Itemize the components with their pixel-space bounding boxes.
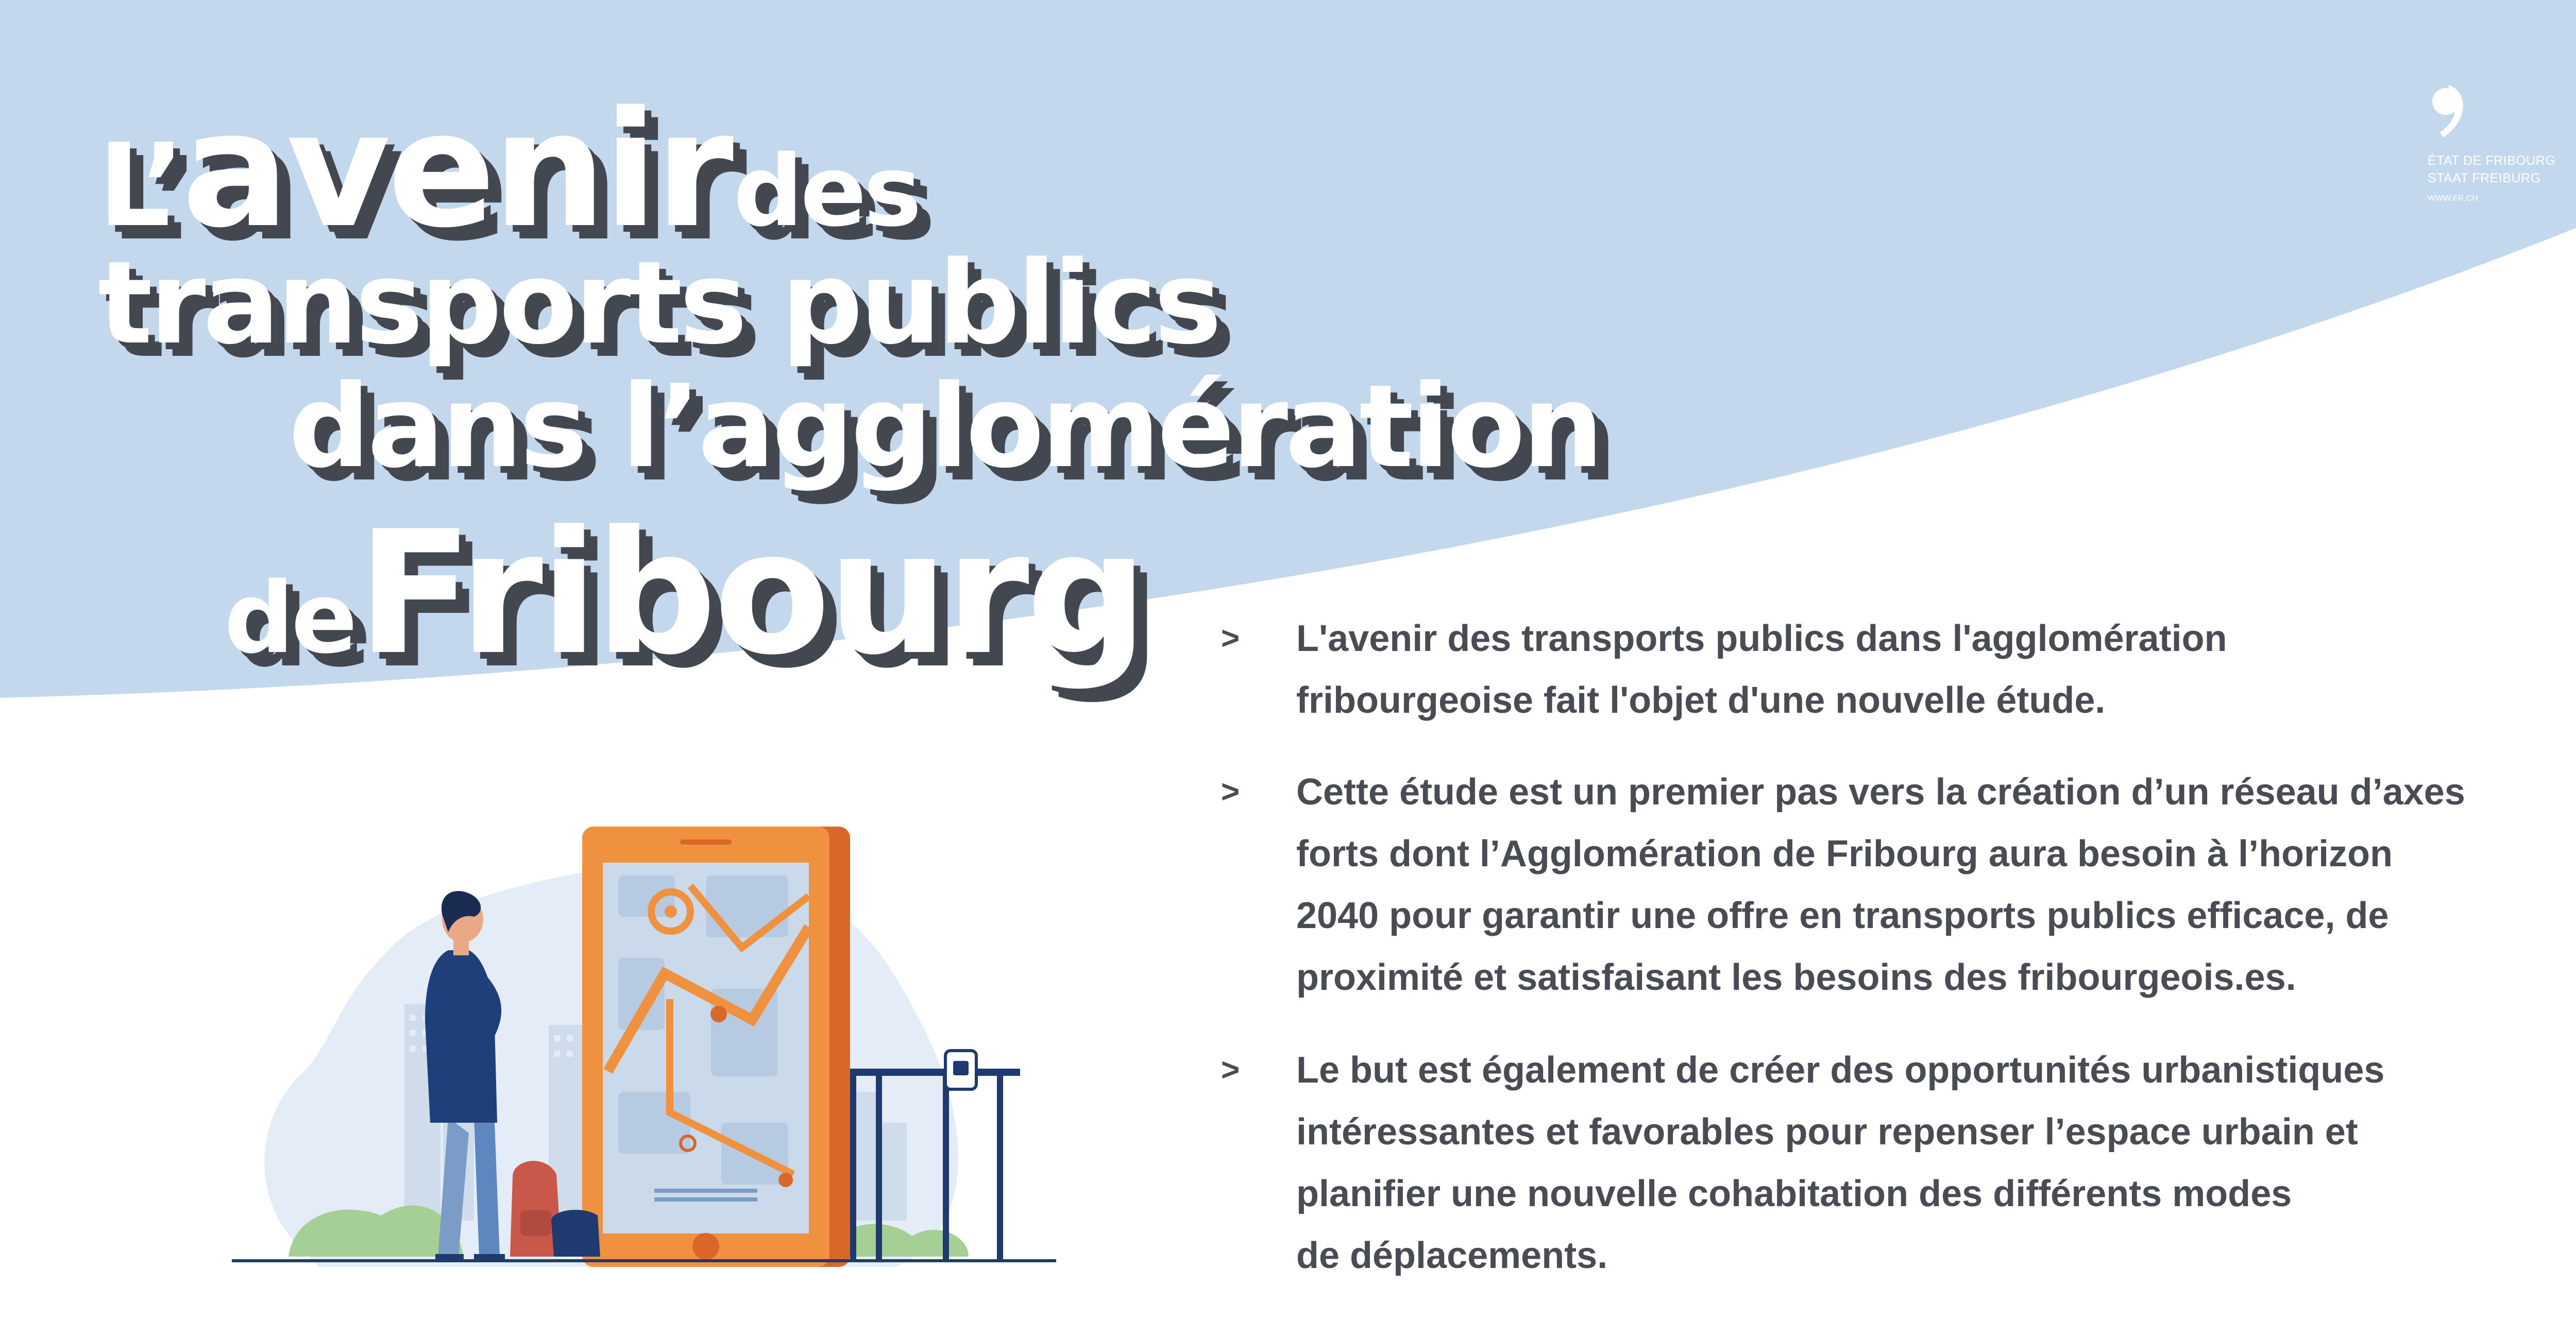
title-word-fribourg: Fribourg	[357, 494, 1145, 692]
title-word-des: des	[733, 134, 919, 248]
logo-line-1: ÉTAT DE FRIBOURG	[2428, 153, 2556, 168]
bullet-text	[1296, 1039, 2576, 1286]
bullet-line: de déplacements.	[1296, 1235, 1608, 1276]
bullet-line: Cette étude est un premier pas vers la création d’un réseau d’axes	[1296, 771, 2465, 813]
ground-line	[232, 1259, 1056, 1262]
etat-de-fribourg-logo[interactable]	[2428, 75, 2555, 203]
bullet-marker: >	[1221, 774, 1240, 810]
logo-line-2: STAAT FREIBURG	[2428, 171, 2541, 185]
logo-url: WWW.FR.CH	[2428, 194, 2478, 203]
smartphone-map-icon	[582, 827, 850, 1267]
title-line-2: transports publics	[98, 237, 1219, 370]
bullet-marker: >	[1221, 621, 1240, 656]
title-line-1	[98, 77, 919, 263]
bullet-line: forts dont l’Agglomération de Fribourg aura besoin à l’horizon	[1296, 833, 2393, 874]
bullet-line: proximité et satisfaisant les besoins des fribourgeois.es.	[1296, 957, 2296, 998]
duffel-bag-icon	[551, 1210, 600, 1257]
bullet-line: fribourgeoise fait l'objet d'une nouvelle étude.	[1296, 680, 2106, 721]
bullet-marker: >	[1221, 1052, 1240, 1088]
title-line-4	[224, 494, 1145, 692]
title-word-l: L’	[98, 119, 182, 252]
bullet-text	[1296, 608, 2576, 731]
title-line-3: dans l’agglomération	[289, 361, 1601, 493]
bullet-line: 2040 pour garantir une offre en transports publics efficace, de	[1296, 895, 2389, 936]
title-word-de: de	[224, 561, 354, 675]
bullet-line: L'avenir des transports publics dans l'agglomération	[1296, 618, 2227, 659]
bullet-line: Le but est également de créer des opportunités urbanistiques	[1296, 1050, 2385, 1091]
bullet-text	[1296, 761, 2576, 1008]
bullet-line: planifier une nouvelle cohabitation des différents modes	[1296, 1173, 2292, 1214]
transport-illustration	[227, 803, 1061, 1277]
bullet-line: intéressantes et favorables pour repenser l’espace urbain et	[1296, 1111, 2358, 1153]
title-word-avenir: avenir	[181, 77, 731, 263]
comma-logo-icon	[2428, 75, 2474, 147]
